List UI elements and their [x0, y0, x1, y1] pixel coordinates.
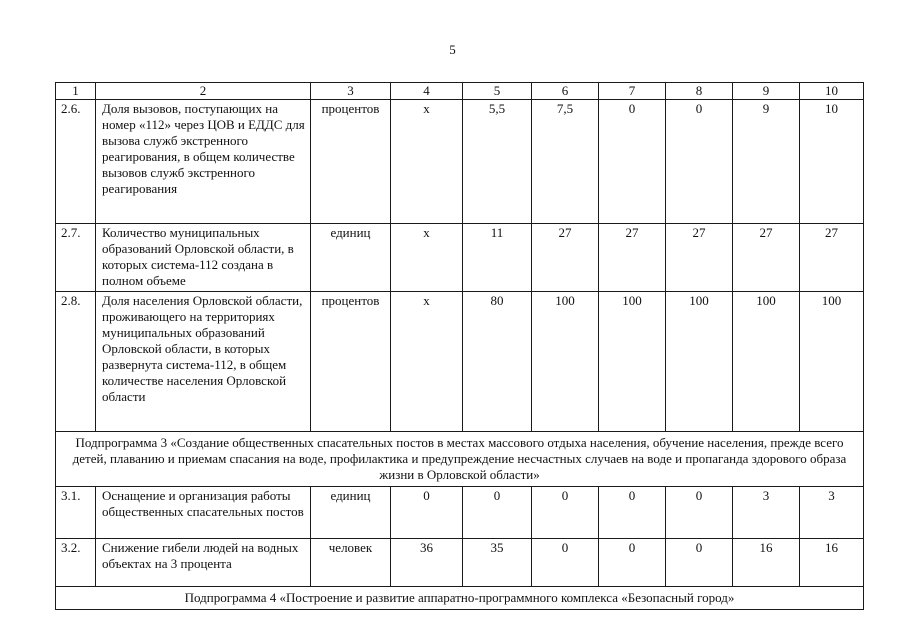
- value-cell: 0: [532, 539, 599, 587]
- indicator-description: Оснащение и организация работы общественных спасательных постов: [96, 487, 311, 539]
- column-number: 1: [56, 83, 96, 100]
- value-cell: 100: [733, 292, 800, 432]
- indicator-description: Доля населения Орловской области, проживающего на территориях муниципальных образований Орловской области, в которых развернута система-112, в общем количестве населения Орловской области: [96, 292, 311, 432]
- row-number: 2.8.: [56, 292, 96, 432]
- row-number: 2.7.: [56, 224, 96, 292]
- value-cell: 0: [666, 100, 733, 224]
- column-number: 6: [532, 83, 599, 100]
- value-cell: 100: [800, 292, 864, 432]
- value-cell: 0: [532, 487, 599, 539]
- value-cell: 100: [532, 292, 599, 432]
- subprogram-row: [56, 587, 864, 610]
- column-number-row: [56, 83, 864, 100]
- value-cell: 100: [666, 292, 733, 432]
- value-cell: 80: [463, 292, 532, 432]
- indicator-description: Доля вызовов, поступающих на номер «112» через ЦОВ и ЕДДС для вызова служб экстренного реагирования, в общем количестве вызовов служб экстренного реагирования: [96, 100, 311, 224]
- table-row: [56, 100, 864, 224]
- value-cell: 0: [463, 487, 532, 539]
- column-number: 8: [666, 83, 733, 100]
- value-cell: х: [391, 292, 463, 432]
- value-cell: 27: [666, 224, 733, 292]
- column-number: 10: [800, 83, 864, 100]
- table-row: [56, 487, 864, 539]
- page-number: 5: [449, 42, 456, 57]
- value-cell: х: [391, 224, 463, 292]
- table-row: [56, 539, 864, 587]
- column-number: 3: [311, 83, 391, 100]
- value-cell: 27: [800, 224, 864, 292]
- value-cell: 3: [733, 487, 800, 539]
- column-number: 7: [599, 83, 666, 100]
- table-row: [56, 224, 864, 292]
- unit: процентов: [311, 100, 391, 224]
- value-cell: 10: [800, 100, 864, 224]
- row-number: 2.6.: [56, 100, 96, 224]
- column-number: 5: [463, 83, 532, 100]
- row-number: 3.2.: [56, 539, 96, 587]
- value-cell: 100: [599, 292, 666, 432]
- value-cell: 0: [599, 539, 666, 587]
- value-cell: 7,5: [532, 100, 599, 224]
- value-cell: 0: [391, 487, 463, 539]
- value-cell: 9: [733, 100, 800, 224]
- indicators-table: [55, 82, 864, 610]
- value-cell: 36: [391, 539, 463, 587]
- value-cell: 0: [666, 539, 733, 587]
- value-cell: 5,5: [463, 100, 532, 224]
- subprogram-4-title: Подпрограмма 4 «Построение и развитие аппаратно-программного комплекса «Безопасный город»: [56, 587, 864, 610]
- indicator-description: Снижение гибели людей на водных объектах на 3 процента: [96, 539, 311, 587]
- unit: процентов: [311, 292, 391, 432]
- value-cell: 27: [532, 224, 599, 292]
- value-cell: 3: [800, 487, 864, 539]
- value-cell: 27: [733, 224, 800, 292]
- subprogram-3-title: Подпрограмма 3 «Создание общественных спасательных постов в местах массового отдыха населения, обучение населения, прежде всего детей, плаванию и приемам спасания на воде, профилактика и предупреждение несчастных случаев на воде и пропаганда здорового образа жизни в Орловской области»: [56, 432, 864, 487]
- value-cell: 11: [463, 224, 532, 292]
- unit: единиц: [311, 487, 391, 539]
- column-number: 2: [96, 83, 311, 100]
- column-number: 9: [733, 83, 800, 100]
- value-cell: 16: [800, 539, 864, 587]
- value-cell: 0: [666, 487, 733, 539]
- value-cell: 0: [599, 100, 666, 224]
- indicator-description: Количество муниципальных образований Орловской области, в которых система-112 создана в полном объеме: [96, 224, 311, 292]
- value-cell: 16: [733, 539, 800, 587]
- unit: человек: [311, 539, 391, 587]
- column-number: 4: [391, 83, 463, 100]
- row-number: 3.1.: [56, 487, 96, 539]
- value-cell: х: [391, 100, 463, 224]
- value-cell: 27: [599, 224, 666, 292]
- unit: единиц: [311, 224, 391, 292]
- table-row: [56, 292, 864, 432]
- value-cell: 35: [463, 539, 532, 587]
- value-cell: 0: [599, 487, 666, 539]
- subprogram-row: [56, 432, 864, 487]
